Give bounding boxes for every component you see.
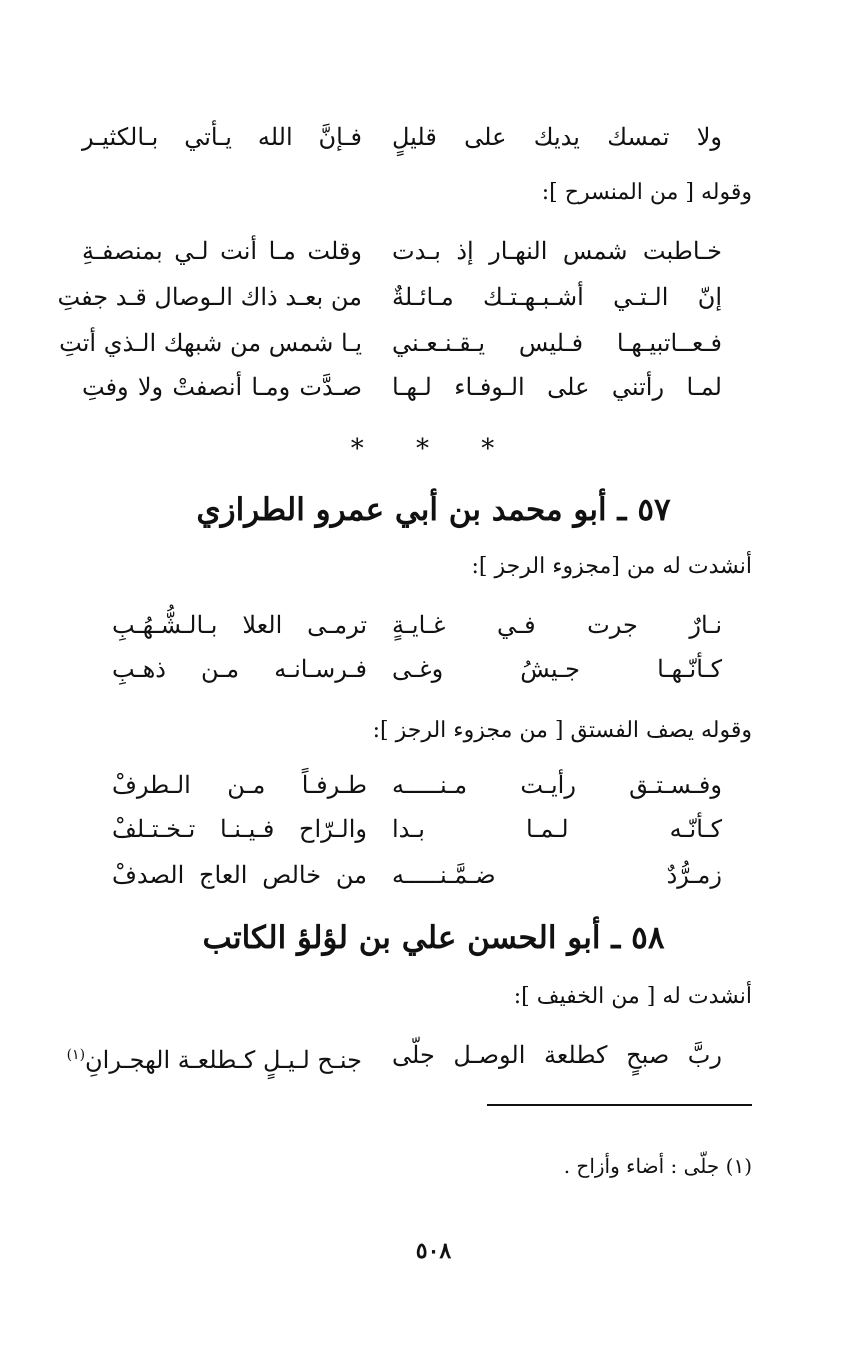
section-heading-57: ٥٧ ـ أبو محمد بن أبي عمرو الطرازي bbox=[196, 492, 671, 528]
footnote-reference: (١) bbox=[66, 1047, 86, 1063]
verse-hemistich-right: خـاطبت شمس النهـار إذ بـدت bbox=[392, 237, 722, 265]
verse-hemistich-right: إنّ الـتـي أشـبـهـتـك مـائـلةٌ bbox=[392, 283, 722, 311]
verse-hemistich-left: ترمـى العلا بـالـشُّـهُـبِ bbox=[112, 611, 367, 639]
section-separator: * * * bbox=[350, 434, 517, 464]
verse-hemistich-left: صـدَّت ومـا أنصفتْ ولا وفتِ bbox=[82, 373, 362, 401]
verse-hemistich-right: كـأنّـه لـمـا بـدا bbox=[392, 815, 722, 843]
verse-hemistich-left bbox=[66, 1040, 362, 1075]
meter-intro: وقوله يصف الفستق [ من مجزوء الرجز ]: bbox=[372, 718, 752, 743]
verse-hemistich-left: فـإنَّ الله يـأتي بـالكثيـر bbox=[82, 123, 362, 151]
meter-intro: أنشدت له من [مجزوء الرجز ]: bbox=[471, 554, 752, 579]
verse-hemistich-left: من بعـد ذاك الـوصال قـد جفتِ bbox=[57, 283, 362, 311]
verse-hemistich-right: نـارٌ جرت فـي غـايـةٍ bbox=[392, 611, 722, 639]
verse-hemistich-left: فـرسـانـه مـن ذهـبِ bbox=[112, 655, 367, 683]
verse-hemistich-right: زمـرُّدٌ ضـمَّـنـــــه bbox=[392, 861, 722, 889]
verse-hemistich-right: وفـسـتـق رأيـت مـنـــــه bbox=[392, 771, 722, 799]
verse-hemistich-right: كـأنّـهـا جـيشُ وغـى bbox=[392, 655, 722, 683]
meter-intro: وقوله [ من المنسرح ]: bbox=[541, 180, 752, 205]
verse-hemistich-right: ولا تمسك يديك على قليلٍ bbox=[392, 123, 722, 151]
verse-hemistich-left: وقلت مـا أنت لـي بمنصفـةِ bbox=[82, 237, 362, 265]
section-heading-58: ٥٨ ـ أبو الحسن علي بن لؤلؤ الكاتب bbox=[202, 920, 665, 956]
meter-intro: أنشدت له [ من الخفيف ]: bbox=[513, 984, 752, 1009]
page-number: ٥٠٨ bbox=[415, 1238, 452, 1264]
verse-hemistich-right: ربَّ صبحٍ كطلعة الوصـل جلّى bbox=[392, 1041, 722, 1069]
verse-hemistich-left: يـا شمس من شبهك الـذي أتتِ bbox=[59, 329, 362, 357]
verse-hemistich-left: والـرّاح فـيـنـا تـخـتـلفْ bbox=[112, 815, 367, 843]
verse-hemistich-left-text: جنـح لـيـلٍ كـطلعـة الهجـرانِ bbox=[85, 1046, 362, 1074]
verse-hemistich-left: من خالص العاج الصدفْ bbox=[112, 861, 367, 889]
verse-hemistich-right: فـعــاتبيـهـا فـليس يـقـنـعـني bbox=[392, 329, 722, 357]
verse-hemistich-left: طـرفـاً مـن الـطرفْ bbox=[112, 771, 367, 799]
footnote-divider bbox=[487, 1104, 752, 1106]
footnote-text: (١) جلّى : أضاء وأزاح . bbox=[563, 1154, 752, 1178]
verse-hemistich-right: لمـا رأتني على الـوفـاء لـهـا bbox=[392, 373, 722, 401]
